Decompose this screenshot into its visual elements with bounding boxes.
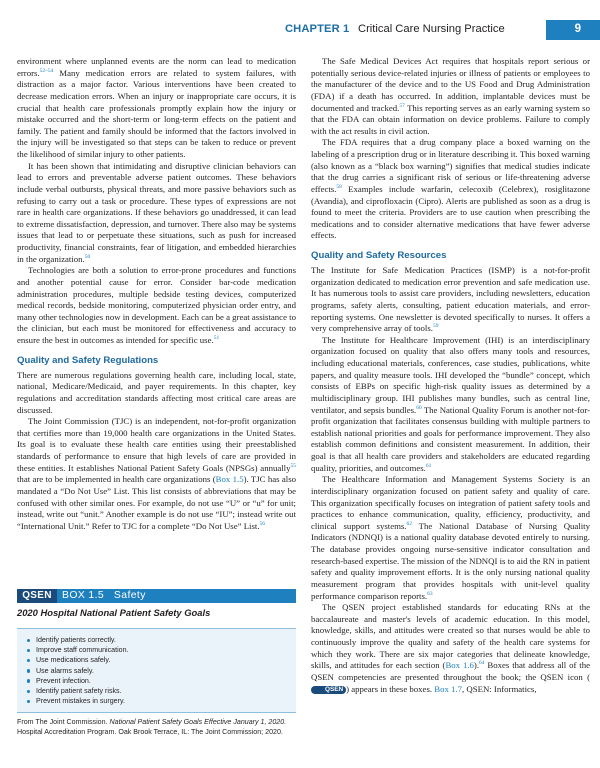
chapter-label: CHAPTER 1 [285, 23, 350, 35]
citation[interactable]: 57 [399, 102, 405, 109]
running-header [285, 22, 600, 42]
paragraph: The FDA requires that a drug company place a boxed warning on the labeling of a prescription drug or in literature describing it. This boxed warning (also known as a “black box warning”) signifies that medical studies indicate that the drug carries a significant risk of serious or life-threatening adverse effects.$^{58}$ Examples include warfarin, celecoxib (Celebrex), rosiglitazone (Avandia), and ciprofloxacin (Cipro). Alerts are published as soon as a drug is found to meet the criteria. Providers are to use caution when prescribing the medications and to consider alternative medications that have fewer adverse effects. [311, 137, 590, 241]
citation[interactable]: 63 [427, 590, 433, 597]
page-number-box [546, 20, 600, 40]
box-source: From The Joint Commission. National Patient Safety Goals Effective January 1, 2020. Hospital Accreditation Program. Oak Brook Terrace, IL: The Joint Commission; 2020. [17, 718, 287, 737]
citation[interactable]: 64 [479, 660, 485, 667]
box-reference-link[interactable]: Box 1.7 [434, 683, 463, 694]
left-column [17, 56, 296, 532]
citation[interactable]: 56 [259, 520, 266, 527]
paragraph: There are numerous regulations governing health care, including local, state, national, Medicare/Medicaid, and payer requirements. In this chapter, key regulations and accreditation standards affecting most critical care areas are discussed. [17, 369, 296, 415]
list-item: Improve staff communication. [17, 645, 296, 655]
section-heading: Quality and Safety Resources [311, 250, 447, 261]
box-reference-link[interactable]: Box 1.6 [445, 660, 474, 671]
box-label: BOX 1.5 Safety [62, 590, 146, 601]
list-item: Prevent mistakes in surgery. [17, 696, 296, 706]
citation[interactable]: 59 [432, 323, 439, 330]
page-number: 9 [574, 23, 581, 35]
list-item: Prevent infection. [17, 676, 296, 686]
citation[interactable]: 50 [84, 253, 91, 260]
citation[interactable]: 52–54 [39, 67, 54, 74]
list-item: Identify patient safety risks. [17, 686, 296, 696]
citation[interactable]: 62 [406, 520, 413, 527]
paragraph: It has been shown that intimidating and disruptive clinician behaviors can lead to errors and preventable adverse patient outcomes. These behaviors include verbal outbursts, physical threats, and more passive behaviors such as refusing to carry out a task or procedure. These types of expressions are not rare in health care organizations. If these behaviors go unaddressed, it can lead to extreme dissatisfaction, depression, and turnover. There also may be systems issues that lead to or perpetuate these situations, such as push for increased productivity, financial constraints, fear of litigation, and embedded hierarchies in the organization.$^{50}$ [17, 160, 296, 264]
chapter-title: Critical Care Nursing Practice [358, 23, 505, 35]
paragraph: Technologies are both a solution to error-prone procedures and functions and another potential cause for error. Consider bar-code medication administration procedures, multiple bedside testing devices, computerized medical records, bedside monitoring, computerized physician order entry, and many other technologies now in development. Each can be a great assistance to the clinician, but each must be monitored for effectiveness and accuracy to ensure the best in outcomes as intended for specific use.$^{51}$ [17, 265, 296, 345]
paragraph: The Institute for Healthcare Improvement (IHI) is an interdisciplinary organization focused on quality that also offers many tools and resources, including educational materials, conferences, case studies, publications, white papers, and quality measure tools. IHI developed the “bundle” concept, which consists of EBPs on specific high-risk quality issues as determined by a multidisciplinary group. IHI publishes many bundles, such as central line, ventilator, and sepsis bundles.$^{60}$ The National Quality Forum is another not-for-profit organization that facilitates consensus building with multiple partners to establish national priorities and goals for performance improvement. They also establish common definitions and consistent measurement. In addition, their goal is that all health care providers and stakeholders are educated regarding quality, priorities, and outcomes.$^{61}$ [311, 334, 590, 473]
citation[interactable]: 51 [213, 335, 220, 342]
paragraph: The Joint Commission (TJC) is an independent, not-for-profit organization that certifies more than 19,000 health care organizations in the United States. Its goal is to evaluate these health care entities using their preestablished standards of performance to ensure that high levels of care are provided in these entities. It establishes National Patient Safety Goals (NPSGs) annually$^{55}$ that are to be implemented in health care organizations (Box 1.5). TJC has also mandated a “Do Not Use” List. This list consists of abbreviations that may be confused with other similar ones. For example, do not use “U” or “u” for unit; instead, write out “unit.” Another example is do not use “IU”; instead write out “International Unit.” Refer to TJC for a complete “Do Not Use” List.$^{56}$ [17, 416, 296, 531]
safety-goals-list [17, 628, 296, 713]
paragraph: The QSEN project established standards for educating RNs at the baccalaureate and master's levels of academic education. In this model, knowledge, skills, and attitudes were created so that nurses would be able to continuously improve the quality and safety of the health care systems for which they work. There are six major categories that delineate knowledge, skills, and attitudes for each section (Box 1.6).$^{64}$ Boxes that address all of the QSEN competencies are presented throughout the book; the QSEN icon (QSEN ) appears in these boxes. Box 1.7, QSEN: Informatics, [311, 602, 590, 694]
list-item: Use medications safely. [17, 655, 296, 665]
paragraph: The Institute for Safe Medication Practices (ISMP) is a not-for-profit organization dedicated to medication error prevention and safe medication use. It has numerous tools to assist care providers, including newsletters, education programs, safety alerts, consulting, patient education materials, and error-reporting systems. One newsletter is devoted specifically to nurses. It offers a very comprehensive array of tools.$^{59}$ [311, 265, 590, 334]
qsen-icon: QSEN [311, 686, 346, 694]
citation[interactable]: 55 [290, 462, 296, 469]
citation[interactable]: 58 [336, 183, 342, 190]
box-title: 2020 Hospital National Patient Safety Goals [17, 607, 211, 618]
paragraph: environment where unplanned events are the norm can lead to medication errors.$^{52-54}$ Many medication errors are related to system failures, with distraction as a major factor. Various interventions have been created to decrease medication errors. When an injury or inappropriate care occurs, it is crucial that health care professionals promptly explain how the injury or mistake occurred and the short-term or long-term effects on the patient and family. The patient and family should be informed that the factors involved in the injury will be investigated so that steps can be taken to reduce or prevent the likelihood of similar injury to other patients. [17, 56, 296, 159]
list-item: Use alarms safely. [17, 666, 296, 676]
citation[interactable]: 61 [425, 462, 432, 469]
paragraph: The Safe Medical Devices Act requires that hospitals report serious or potentially serious device-related injuries or illness of patients or employees to the manufacturer of the device and to the US Food and Drug Administration (FDA) if a death has occurred. In addition, implantable devices must be documented and tracked.$^{57}$ This reporting serves as an early warning system so that the FDA can obtain information on device problems. Failure to comply with the act results in civil action. [311, 56, 590, 136]
section-heading: Quality and Safety Regulations [17, 354, 159, 366]
qsen-badge: QSEN [17, 589, 57, 603]
paragraph: The Healthcare Information and Management Systems Society is an interdisciplinary organization focused on patient safety and quality of care. This organization specifically focuses on integration of patient safety tools and practices to enhance communication, quality, efficiency, productivity, and clinical support systems.$^{62}$ The National Database of Nursing Quality Indicators (NDNQI) is a national quality database devoted entirely to nursing. The database provides ongoing nurse-sensitive indicator consultation and research-based expertise. The mission of the NDNQI is to aid the RN in patient safety and quality improvement efforts. It is the only nursing national quality measurement program that provides hospitals with unit-level quality performance comparison reports.$^{63}$ [311, 474, 591, 601]
right-column [311, 56, 590, 695]
box-reference-link[interactable]: Box 1.5 [215, 474, 244, 485]
box-header [17, 589, 296, 603]
citation[interactable]: 60 [416, 404, 422, 411]
safety-box [17, 589, 296, 757]
list-item: Identify patients correctly. [17, 635, 296, 645]
